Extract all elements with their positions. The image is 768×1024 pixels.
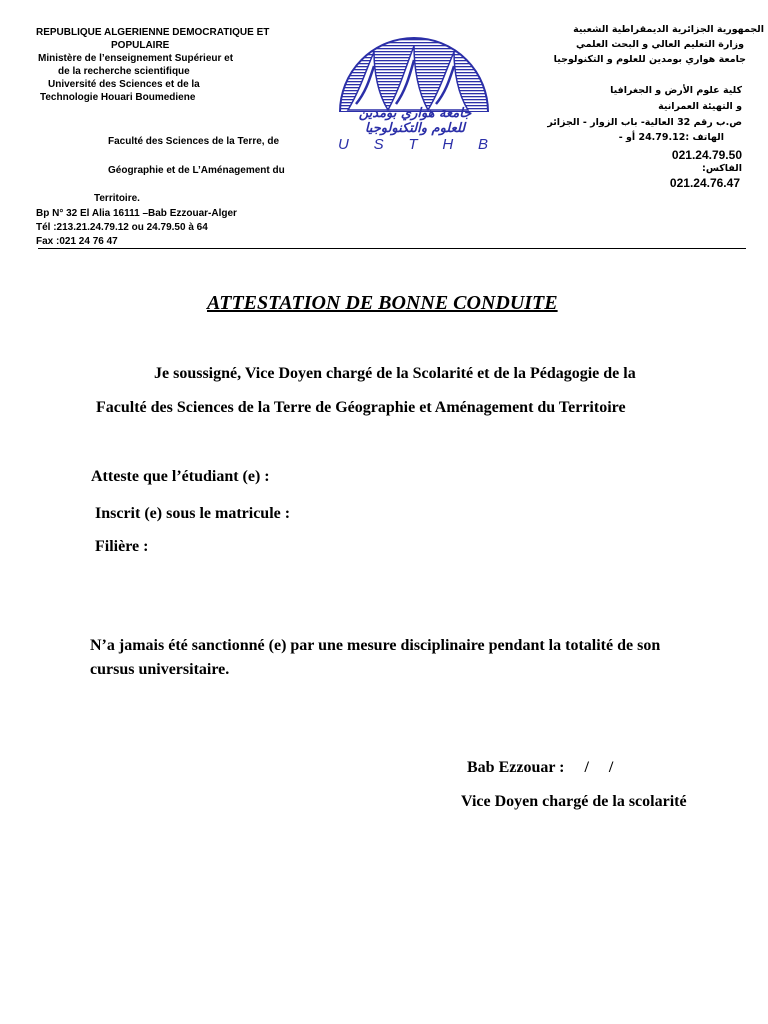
logo-arabic-name-2: للعلوم والتكنولوجيا [364, 121, 466, 136]
header-right-line: الجمهورية الجزائرية الديمقراطية الشعبية [573, 24, 764, 35]
faculty-line: Géographie et de L’Aménagement du [108, 165, 285, 176]
header-right [514, 22, 764, 67]
header-right-faculty-line: كلية علوم الأرض و الجغرافيا [610, 85, 742, 96]
contact-fax: Fax :021 24 76 47 [36, 236, 118, 247]
intro-line: Je soussigné, Vice Doyen chargé de la Scolarité et de la Pédagogie de la [154, 365, 636, 382]
header-divider [38, 248, 746, 249]
logo-letter: S [373, 136, 384, 153]
signature-place-date: Bab Ezzouar : / / [467, 759, 614, 776]
contact-address: Bp N° 32 El Alia 16111 –Bab Ezzouar-Alger [36, 208, 237, 219]
field-filiere: Filière : [95, 538, 149, 555]
signature-role: Vice Doyen chargé de la scolarité [461, 793, 687, 810]
statement-line: cursus universitaire. [90, 661, 230, 678]
faculty-line: Faculté des Sciences de la Terre, de [108, 136, 280, 147]
field-matricule: Inscrit (e) sous le matricule : [95, 505, 291, 522]
statement-line: N’a jamais été sanctionné (e) par une mesure disciplinaire pendant la totalité de son [90, 637, 661, 654]
header-right-phone: 021.24.79.50 [671, 148, 742, 162]
header-left-line: Ministère de l’enseignement Supérieur et [38, 53, 234, 64]
header-right-line: وزارة التعليم العالي و البحث العلمي [576, 39, 744, 50]
intro-line: Faculté des Sciences de la Terre de Géographie et Aménagement du Territoire [96, 399, 626, 416]
header-right-phone-label: الهاتف :24.79.12 أو - [618, 132, 724, 143]
header-right-fax: 021.24.76.47 [669, 176, 740, 190]
header-right-fax-label: الفاكس: [702, 163, 742, 174]
field-student: Atteste que l’étudiant (e) : [91, 468, 270, 485]
logo-latin-letters [338, 136, 488, 153]
header-left-line: Université des Sciences et de la [48, 79, 200, 90]
logo-letter: U [338, 136, 349, 153]
header-right-line: جامعة هواري بومدين للعلوم و التكنولوجيا [553, 54, 746, 65]
logo-letter: T [408, 136, 418, 153]
header-left-line: de la recherche scientifique [58, 66, 190, 77]
header-right-faculty [502, 83, 742, 145]
header-left-line: Technologie Houari Boumediene [40, 92, 196, 103]
logo-letter: B [477, 136, 488, 153]
document-title: ATTESTATION DE BONNE CONDUITE [207, 292, 558, 314]
header-left-line: POPULAIRE [111, 40, 170, 51]
contact-phone: Tél :213.21.24.79.12 ou 24.79.50 à 64 [36, 222, 208, 233]
usthb-logo [330, 30, 500, 154]
header-left-line: REPUBLIQUE ALGERIENNE DEMOCRATIQUE ET [36, 27, 270, 38]
faculty-line: Territoire. [94, 193, 140, 204]
logo-arabic-name-1: جامعة هواري بومدين [358, 106, 472, 121]
header-right-faculty-line: ص.ب رقم 32 العالية- باب الزوار - الجزائر [547, 117, 742, 128]
header-right-faculty-line: و التهيئة العمرانية [658, 101, 742, 112]
logo-letter: H [442, 136, 454, 153]
header-left [34, 26, 334, 104]
